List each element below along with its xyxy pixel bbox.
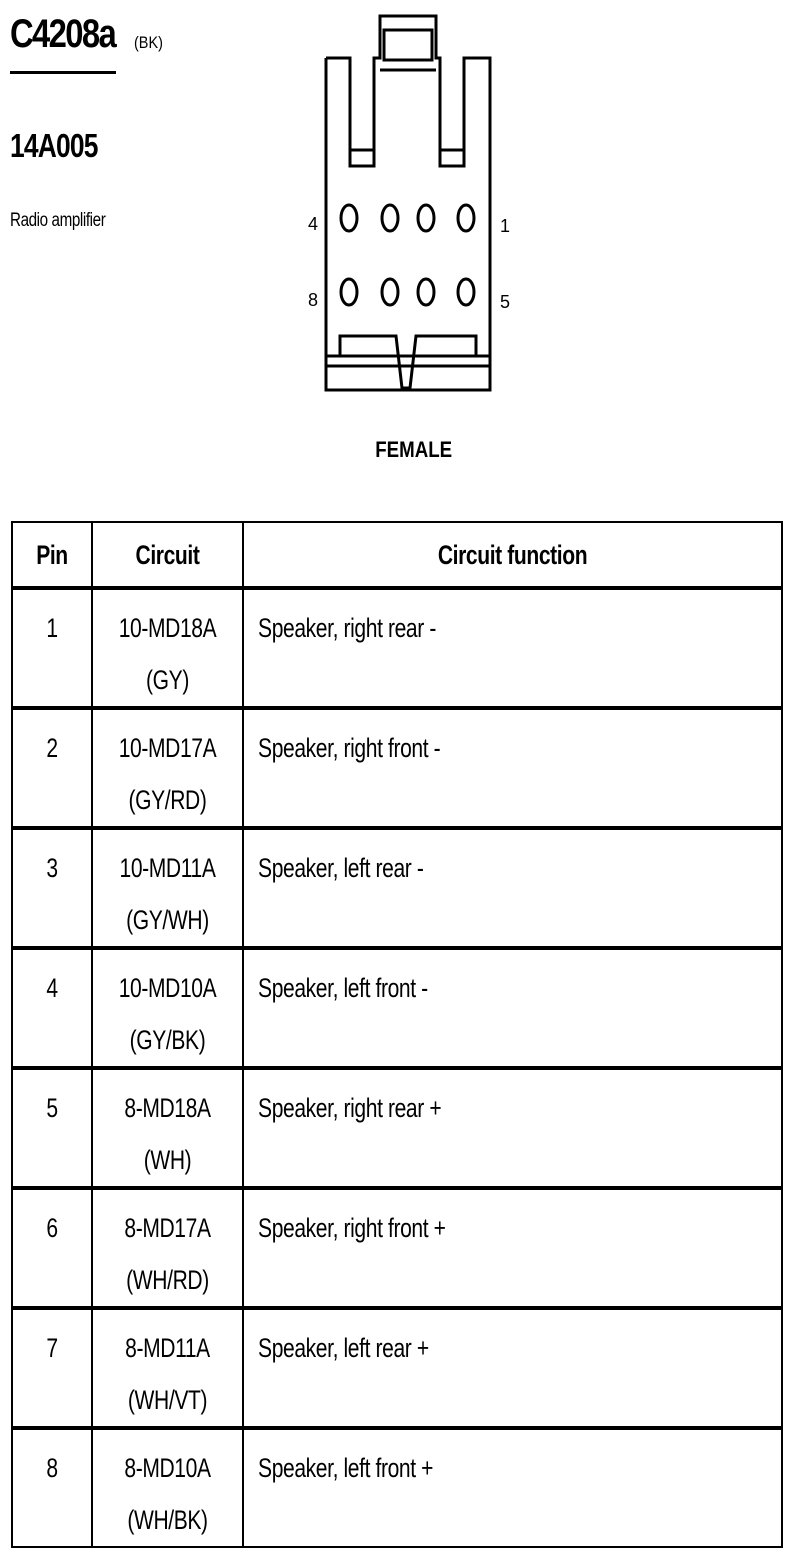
table-row — [12, 828, 782, 948]
circuit-cell: 10-MD10A (GY/BK) — [92, 948, 243, 1068]
pin-cavity-1 — [458, 205, 474, 231]
wire-color: (WH/BK) — [127, 1505, 208, 1535]
header-pin: Pin — [12, 522, 92, 588]
function-cell: Speaker, right rear - — [243, 588, 782, 708]
circuit-cell: 10-MD11A (GY/WH) — [92, 828, 243, 948]
table-row — [12, 1308, 782, 1428]
connector-face-diagram — [300, 10, 520, 405]
pin-cell: 4 — [12, 948, 92, 1068]
connector-id: C4208a — [10, 12, 116, 56]
pin-cell: 8 — [12, 1428, 92, 1547]
pin-cavity-6 — [418, 279, 434, 305]
pin-cell: 5 — [12, 1068, 92, 1188]
circuit-cell: 8-MD17A (WH/RD) — [92, 1188, 243, 1308]
circuit-cell: 8-MD10A (WH/BK) — [92, 1428, 243, 1547]
wire-color: (GY/BK) — [129, 1025, 206, 1055]
function-cell: Speaker, right rear + — [243, 1068, 782, 1188]
table-row — [12, 1068, 782, 1188]
table-header-row — [12, 522, 782, 588]
function-cell: Speaker, right front - — [243, 708, 782, 828]
circuit-cell: 8-MD18A (WH) — [92, 1068, 243, 1188]
circuit-cell: 10-MD17A (GY/RD) — [92, 708, 243, 828]
pin-table — [11, 521, 783, 1548]
function-cell: Speaker, left front + — [243, 1428, 782, 1547]
circuit-cell: 10-MD18A (GY) — [92, 588, 243, 708]
pin-cell: 3 — [12, 828, 92, 948]
table-row — [12, 1428, 782, 1547]
wire-color: (GY/WH) — [126, 905, 209, 935]
pin-label-4: 4 — [308, 214, 319, 234]
connector-id-underline — [10, 71, 116, 74]
header-circuit: Circuit — [92, 522, 243, 588]
pin-cavity-3 — [382, 205, 398, 231]
table-row — [12, 588, 782, 708]
function-cell: Speaker, right front + — [243, 1188, 782, 1308]
function-cell: Speaker, left rear + — [243, 1308, 782, 1428]
part-number: 14A005 — [10, 127, 98, 164]
connector-housing — [326, 58, 490, 390]
pin-cavity-4 — [341, 205, 357, 231]
function-cell: Speaker, left front - — [243, 948, 782, 1068]
function-cell: Speaker, left rear - — [243, 828, 782, 948]
table-row — [12, 1188, 782, 1308]
polarization-key — [340, 336, 476, 388]
table-row — [12, 708, 782, 828]
header-circuit-function: Circuit function — [243, 522, 782, 588]
pin-cell: 2 — [12, 708, 92, 828]
circuit-cell: 8-MD11A (WH/VT) — [92, 1308, 243, 1428]
pin-label-5: 5 — [500, 292, 511, 312]
pin-cell: 1 — [12, 588, 92, 708]
wire-color: (GY/RD) — [128, 785, 207, 815]
connector-gender: FEMALE — [375, 437, 453, 462]
latch-tab — [384, 30, 432, 60]
pin-cell: 6 — [12, 1188, 92, 1308]
pin-label-1: 1 — [500, 216, 511, 236]
pin-cavity-8 — [341, 279, 357, 305]
wire-color: (GY) — [146, 665, 189, 695]
table-row — [12, 948, 782, 1068]
part-description: Radio amplifier — [10, 210, 106, 231]
pin-label-8: 8 — [308, 290, 319, 310]
pin-cavity-2 — [418, 205, 434, 231]
wire-color: (WH) — [143, 1145, 192, 1175]
wire-color: (WH/RD) — [126, 1265, 209, 1295]
pin-cell: 7 — [12, 1308, 92, 1428]
pin-cavity-7 — [382, 279, 398, 305]
wire-color: (WH/VT) — [127, 1385, 208, 1415]
pin-cavity-5 — [458, 279, 474, 305]
connector-color: (BK) — [134, 33, 163, 52]
